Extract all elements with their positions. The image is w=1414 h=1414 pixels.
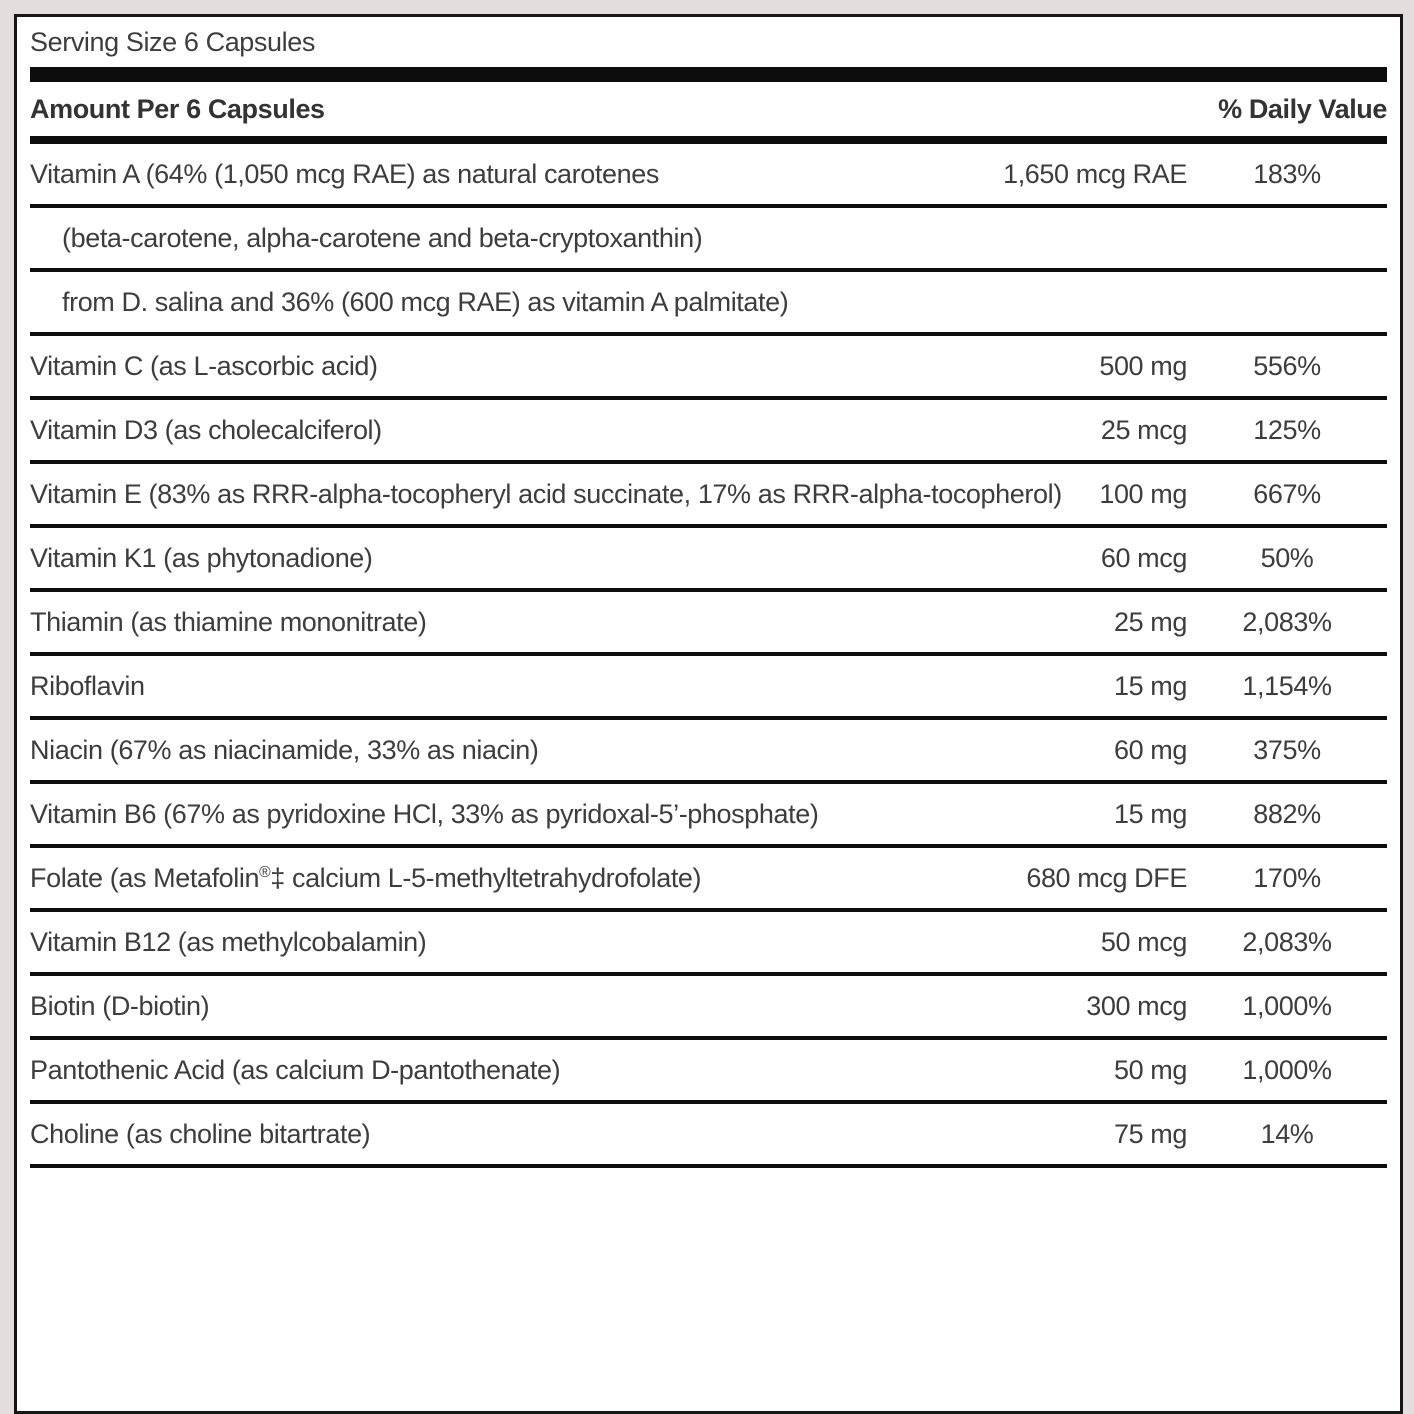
table-row [30, 656, 1387, 720]
table-row [30, 784, 1387, 848]
table-row [30, 912, 1387, 976]
nutrient-rows [30, 144, 1387, 1168]
nutrient-amount: 60 mcg [1100, 542, 1187, 573]
supplement-facts-panel [14, 14, 1403, 1414]
nutrient-name: from D. salina and 36% (600 mcg RAE) as vitamin A palmitate) [62, 286, 789, 317]
nutrient-daily-value: 556% [1253, 350, 1321, 381]
nutrient-amount: 500 mg [1099, 350, 1187, 381]
nutrient-name: Vitamin C (as L-ascorbic acid) [30, 350, 378, 381]
nutrient-name: Vitamin B6 (67% as pyridoxine HCl, 33% as pyridoxal-5’-phosphate) [30, 798, 819, 829]
table-row [30, 848, 1387, 912]
nutrient-amount: 300 mcg [1086, 990, 1187, 1021]
table-row [30, 720, 1387, 784]
table-row [30, 1040, 1387, 1104]
nutrient-daily-value: 1,000% [1242, 1054, 1332, 1085]
table-row [30, 1104, 1387, 1168]
nutrient-daily-value: 125% [1253, 414, 1321, 445]
table-row [30, 272, 1387, 336]
table-header [30, 82, 1387, 136]
nutrient-daily-value: 1,154% [1242, 670, 1332, 701]
nutrient-daily-value: 882% [1253, 798, 1321, 829]
nutrient-name: (beta-carotene, alpha-carotene and beta-cryptoxanthin) [62, 222, 703, 253]
nutrient-name: Vitamin A (64% (1,050 mcg RAE) as natural carotenes [30, 158, 659, 189]
table-row [30, 976, 1387, 1040]
table-row [30, 336, 1387, 400]
serving-size-text: Serving Size 6 Capsules [30, 26, 315, 57]
nutrient-name: Vitamin K1 (as phytonadione) [30, 542, 373, 573]
nutrient-amount: 50 mg [1113, 1054, 1187, 1085]
nutrient-daily-value: 375% [1253, 734, 1321, 765]
nutrient-name: Pantothenic Acid (as calcium D-pantothenate) [30, 1054, 561, 1085]
nutrient-amount: 75 mg [1113, 1118, 1187, 1149]
table-row [30, 208, 1387, 272]
nutrient-name: Choline (as choline bitartrate) [30, 1118, 371, 1149]
nutrient-name: Vitamin E (83% as RRR-alpha-tocopheryl acid succinate, 17% as RRR-alpha-tocopherol) [30, 478, 1062, 509]
nutrient-name: Riboflavin [30, 670, 145, 701]
nutrient-amount: 100 mg [1099, 478, 1187, 509]
table-row [30, 464, 1387, 528]
nutrient-amount: 60 mg [1113, 734, 1187, 765]
nutrient-daily-value: 183% [1253, 158, 1321, 189]
thick-divider-bar [30, 67, 1387, 82]
nutrient-name: Thiamin (as thiamine mononitrate) [30, 606, 427, 637]
daily-value-header: % Daily Value [1218, 93, 1387, 124]
nutrient-name: Folate (as Metafolin®‡ calcium L-5-methyltetrahydrofolate) [30, 862, 702, 893]
nutrient-name: Vitamin D3 (as cholecalciferol) [30, 414, 382, 445]
nutrient-name: Niacin (67% as niacinamide, 33% as niacin) [30, 734, 539, 765]
nutrient-amount: 15 mg [1113, 670, 1187, 701]
nutrient-daily-value: 667% [1253, 478, 1321, 509]
medium-divider-bar [30, 136, 1387, 144]
nutrient-amount: 25 mcg [1100, 414, 1187, 445]
table-row [30, 144, 1387, 208]
nutrient-daily-value: 2,083% [1242, 606, 1332, 637]
nutrient-name: Biotin (D-biotin) [30, 990, 210, 1021]
amount-per-header: Amount Per 6 Capsules [30, 93, 325, 124]
nutrient-daily-value: 1,000% [1242, 990, 1332, 1021]
nutrient-amount: 50 mcg [1100, 926, 1187, 957]
table-row [30, 528, 1387, 592]
nutrient-amount: 15 mg [1113, 798, 1187, 829]
nutrient-daily-value: 14% [1260, 1118, 1314, 1149]
nutrient-daily-value: 50% [1260, 542, 1314, 573]
table-row [30, 592, 1387, 656]
nutrient-name: Vitamin B12 (as methylcobalamin) [30, 926, 427, 957]
table-row [30, 400, 1387, 464]
nutrient-daily-value: 2,083% [1242, 926, 1332, 957]
nutrient-daily-value: 170% [1253, 862, 1321, 893]
nutrient-amount: 25 mg [1113, 606, 1187, 637]
nutrient-amount: 1,650 mcg RAE [1003, 158, 1187, 189]
nutrient-amount: 680 mcg DFE [1026, 862, 1187, 893]
